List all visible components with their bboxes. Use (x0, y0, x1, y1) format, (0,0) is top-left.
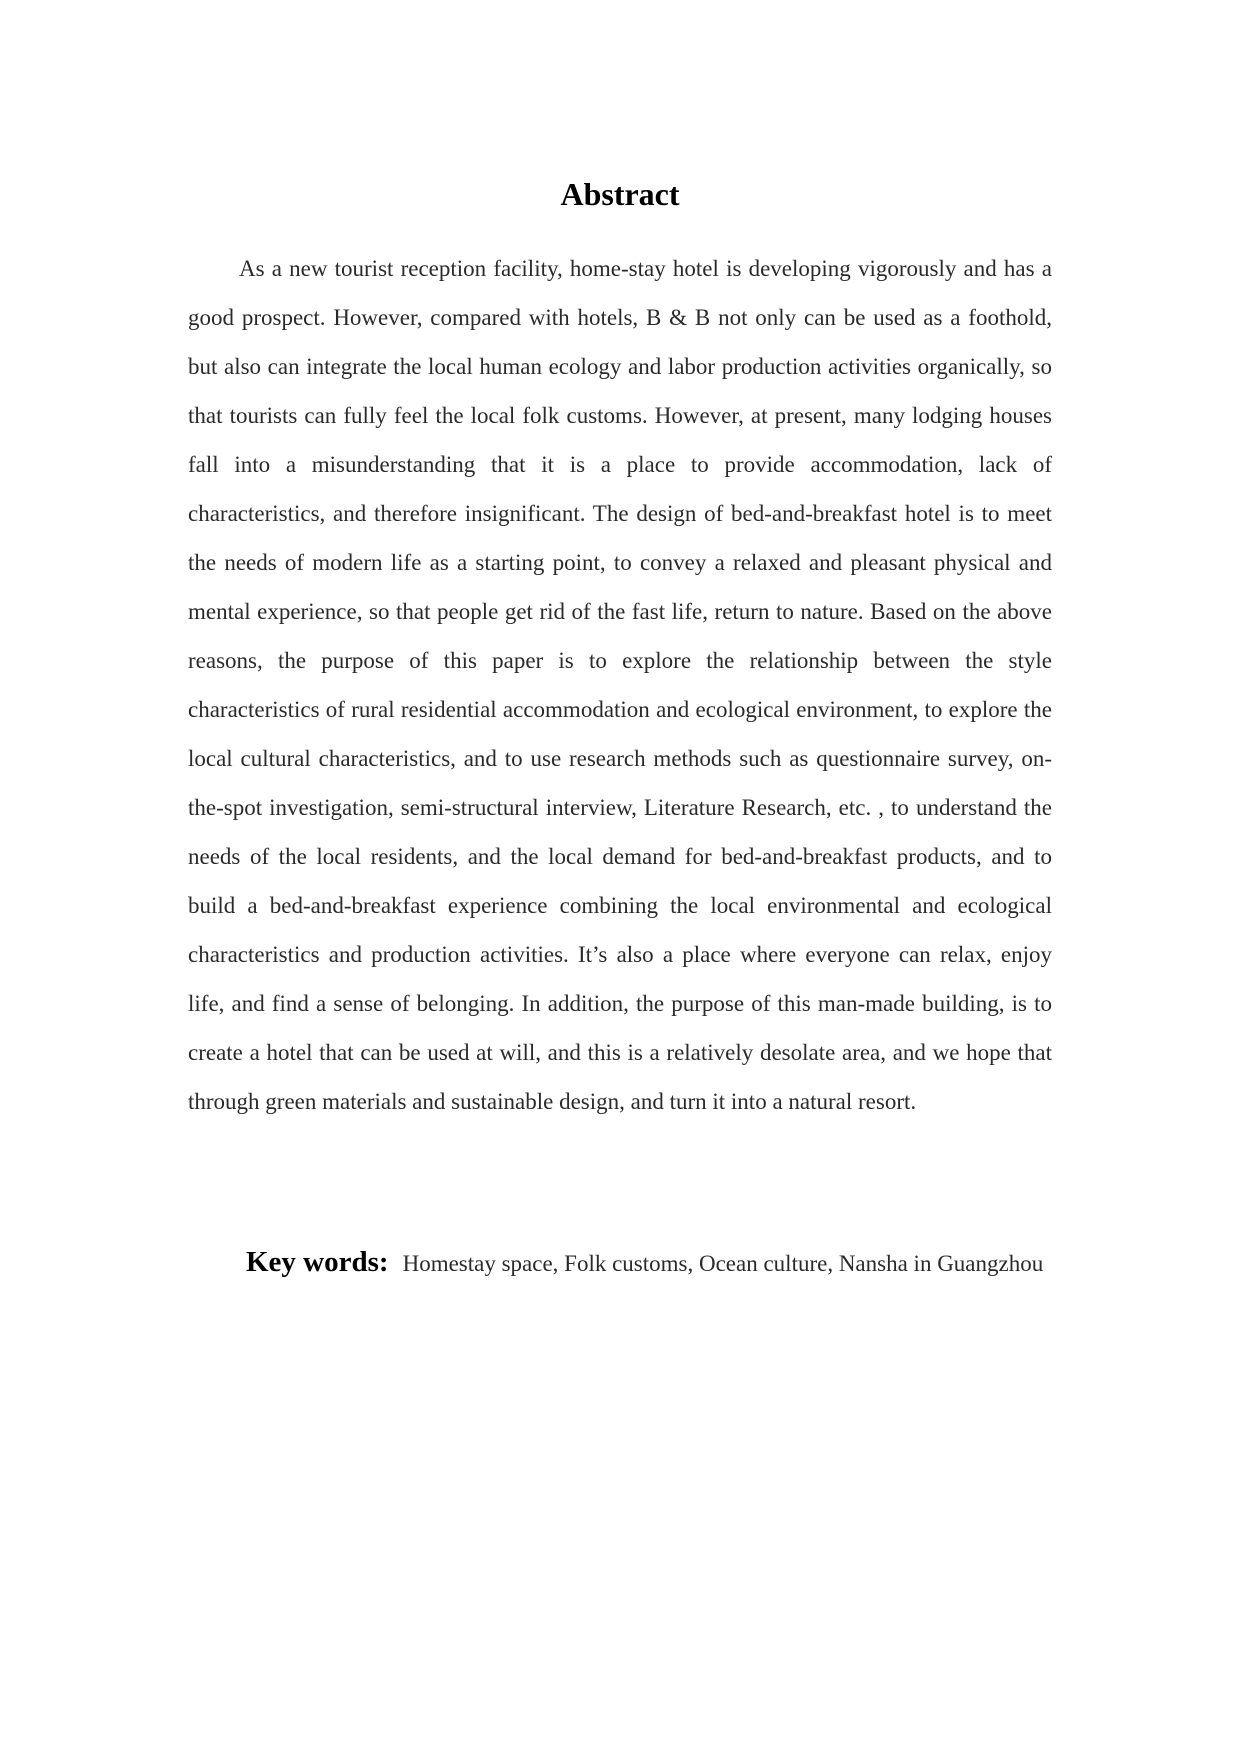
abstract-paragraph: As a new tourist reception facility, home-stay hotel is developing vigorously and has a good prospect. However, compared with hotels, B & B not only can be used as a foothold, but also can integrate the local human ecology and labor production activities organically, so that tourists can fully feel the local folk customs. However, at present, many lodging houses fall into a misunderstanding that it is a place to provide accommodation, lack of characteristics, and therefore insignificant. The design of bed-and-breakfast hotel is to meet the needs of modern life as a starting point, to convey a relaxed and pleasant physical and mental experience, so that people get rid of the fast life, return to nature. Based on the above reasons, the purpose of this paper is to explore the relationship between the style characteristics of rural residential accommodation and ecological environment, to explore the local cultural characteristics, and to use research methods such as questionnaire survey, on-the-spot investigation, semi-structural interview, Literature Research, etc. , to understand the needs of the local residents, and the local demand for bed-and-breakfast products, and to build a bed-and-breakfast experience combining the local environmental and ecological characteristics and production activities. It’s also a place where everyone can relax, enjoy life, and find a sense of belonging. In addition, the purpose of this man-made building, is to create a hotel that can be used at will, and this is a relatively desolate area, and we hope that through green materials and sustainable design, and turn it into a natural resort. (188, 256, 1052, 1114)
keywords-text: Homestay space, Folk customs, Ocean culture, Nansha in Guangzhou (402, 1251, 1044, 1276)
page-title: Abstract (560, 176, 680, 212)
keywords-label: Key words: (246, 1246, 389, 1278)
keywords-line (188, 1230, 1052, 1296)
